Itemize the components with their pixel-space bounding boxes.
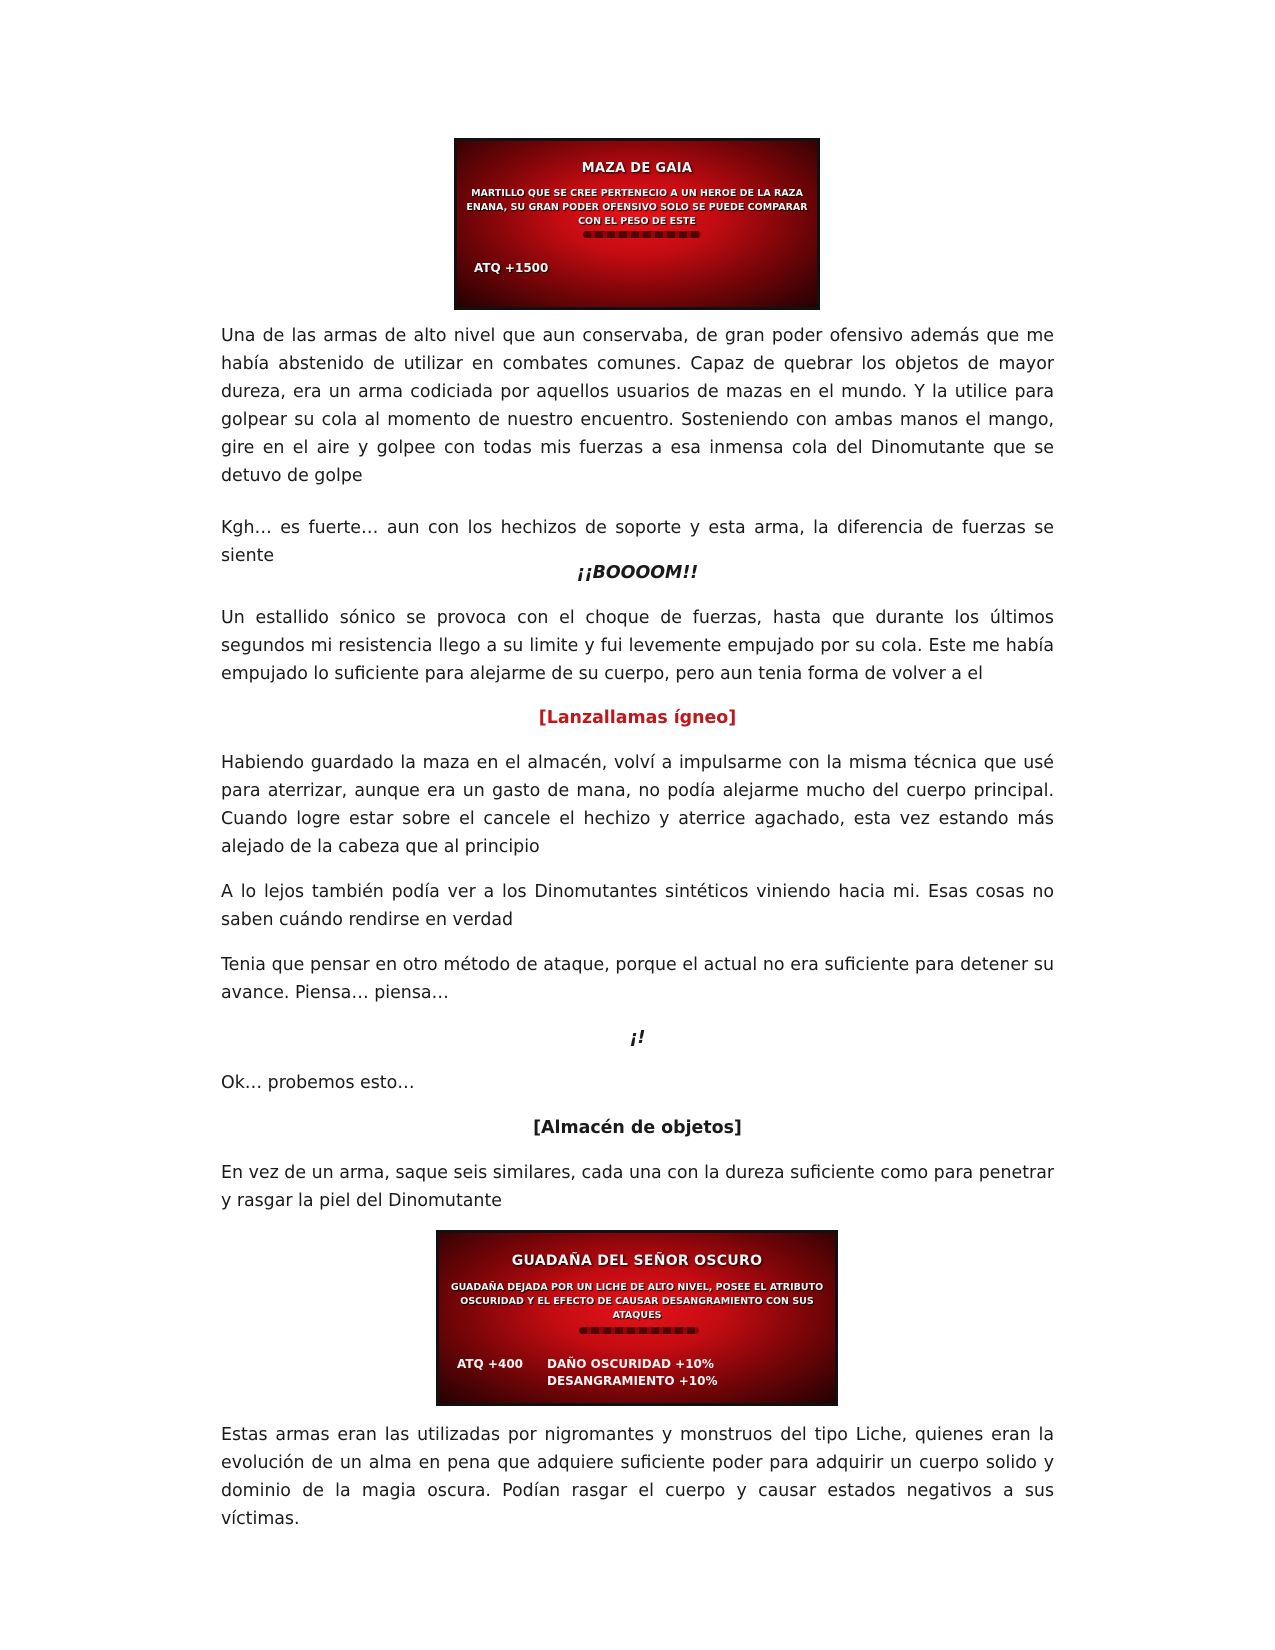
card-decoration (583, 231, 701, 238)
paragraph-9: Estas armas eran las utilizadas por nigromantes y monstruos del tipo Liche, quienes eran la evolución de un alma en pena que adquiere suficiente poder para adquirir un cuerpo solido y dominio de la magia oscura. Podían rasgar el cuerpo y causar estados negativos a sus víctimas. (221, 1425, 1054, 1529)
card-stat-attack: ATQ +400 (457, 1357, 524, 1371)
card-description: MARTILLO QUE SE CREE PERTENECIO A UN HEROE DE LA RAZA ENANA, SU GRAN PODER OFENSIVO SOLO SE PUEDE COMPARAR CON EL PESO DE ESTE (466, 188, 808, 227)
paragraph-8: En vez de un arma, saque seis similares, cada una con la dureza suficiente como para penetrar y rasgar la piel del Dinomutante (221, 1163, 1054, 1211)
weapon-card-guadana (436, 1230, 838, 1406)
paragraph-3: Un estallido sónico se provoca con el choque de fuerzas, hasta que durante los últimos segundos mi resistencia llego a su limite y fui levemente empujado por su cola. Este me había empujado lo suficiente para alejarme de su cuerpo, pero aun tenia forma de volver a el (221, 608, 1054, 684)
card-decoration (579, 1327, 699, 1334)
sound-effect-exclamation: ¡! (629, 1028, 646, 1048)
spell-name-lanzallamas: [Lanzallamas ígneo] (538, 708, 737, 728)
card-stat-attack: ATQ +1500 (474, 261, 549, 275)
weapon-card-maza-de-gaia (454, 138, 820, 310)
paragraph-5: A lo lejos también podía ver a los Dinomutantes sintéticos viniendo hacia mi. Esas cosas no saben cuándo rendirse en verdad (221, 882, 1054, 930)
card-description: GUADAÑA DEJADA POR UN LICHE DE ALTO NIVEL, POSEE EL ATRIBUTO OSCURIDAD Y EL EFECTO DE CAUSAR DESANGRAMIENTO CON SUS ATAQUES (450, 1282, 824, 1321)
card-title: GUADAÑA DEL SEÑOR OSCURO (511, 1253, 763, 1269)
sound-effect-boom: ¡¡BOOOOM!! (576, 563, 699, 583)
card-stat-bleed: DESANGRAMIENTO +10% (547, 1374, 718, 1388)
paragraph-2: Kgh… es fuerte… aun con los hechizos de soporte y esta arma, la diferencia de fuerzas se siente (221, 518, 1054, 566)
paragraph-4: Habiendo guardado la maza en el almacén, volví a impulsarme con la misma técnica que usé para aterrizar, aunque era un gasto de mana, no podía alejarme mucho del cuerpo principal. Cuando logre estar sobre el cancele el hechizo y aterrice agachado, esta vez estando más alejado de la cabeza que al principio (221, 753, 1054, 857)
card-title: MAZA DE GAIA (581, 161, 693, 176)
spell-name-almacen: [Almacén de objetos] (533, 1118, 742, 1138)
paragraph-7: Ok… probemos esto… (221, 1073, 415, 1093)
card-stat-dark-damage: DAÑO OSCURIDAD +10% (547, 1357, 714, 1371)
paragraph-1: Una de las armas de alto nivel que aun conservaba, de gran poder ofensivo además que me había abstenido de utilizar en combates comunes. Capaz de quebrar los objetos de mayor dureza, era un arma codiciada por aquellos usuarios de mazas en el mundo. Y la utilice para golpear su cola al momento de nuestro encuentro. Sosteniendo con ambas manos el mango, gire en el aire y golpee con todas mis fuerzas a esa inmensa cola del Dinomutante que se detuvo de golpe (221, 326, 1054, 486)
paragraph-6: Tenia que pensar en otro método de ataque, porque el actual no era suficiente para detener su avance. Piensa… piensa… (221, 955, 1054, 1003)
